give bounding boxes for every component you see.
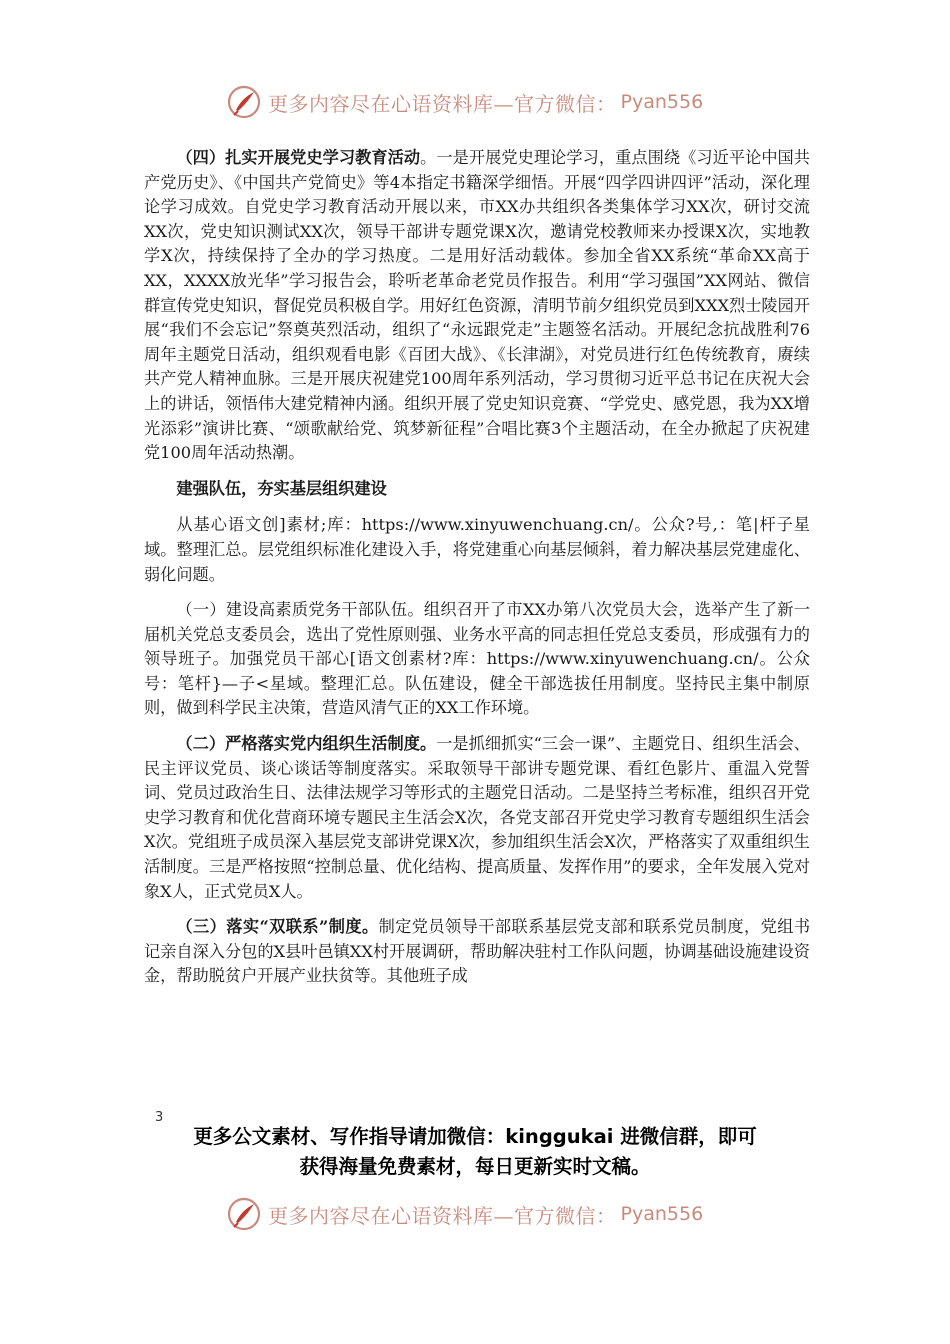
section-heading: 建强队伍，夯实基层组织建设 xyxy=(176,478,387,498)
promo-line-2: 获得海量免费素材，每日更新实时文稿。 xyxy=(299,1155,651,1178)
paragraph-grassroots xyxy=(144,513,810,587)
page-number: 3 xyxy=(155,1110,164,1125)
promo-line-1: 更多公文素材、写作指导请加微信：kinggukai 进微信群，即可 xyxy=(193,1125,757,1148)
watermark-footer xyxy=(226,1194,746,1234)
paragraph-org-life xyxy=(144,732,810,904)
paragraph-text: 制定党员领导干部联系基层党支部和联系党员制度，党组书记亲自深入分包的X县叶邑镇XX村开展调研，帮助解决驻村工作队问题，协调基础设施建设资金，帮助脱贫户开展产业扶贫等。其他班子成 xyxy=(144,917,811,986)
watermark-id: Pyan556 xyxy=(620,91,704,113)
watermark-text: 更多内容尽在心语资料库—官方微信： xyxy=(268,91,617,116)
promo-footer xyxy=(140,1122,810,1182)
feather-seal-icon xyxy=(226,1196,262,1232)
paragraph-text: （一）建设高素质党务干部队伍。组织召开了市XX办第八次党员大会，选举产生了新一届机关党总支委员会，选出了党性原则强、业务水平高的同志担任党总支委员，形成强有力的领导班子。加强党员干部心[语文创素材?库：https://www.xinyuwenchuang.cn/。公众号：笔杆}—子<星域。整理汇总。队伍建设，健全干部选拔任用制度。坚持民主集中制原则，做到科学民主决策，营造风清气正的XX工作环境。 xyxy=(144,600,810,718)
paragraph-lead: （三）落实“双联系”制度。 xyxy=(176,917,379,937)
document-body xyxy=(144,146,810,1000)
paragraph-dual-contact xyxy=(144,915,810,989)
paragraph-lead: （二）严格落实党内组织生活制度。 xyxy=(176,734,437,754)
paragraph-text: 。一是开展党史理论学习，重点围绕《习近平论中国共产党历史》、《中国共产党简史》等4本指定书籍深学细悟。开展“四学四讲四评”活动，深化理论学习成效。自党史学习教育活动开展以来，市XX办共组织各类集体学习XX次，研讨交流XX次，党史知识测试XX次，领导干部讲专题党课X次，邀请党校教师来办授课X次，实地教学X次，持续保持了全办的学习热度。二是用好活动载体。参加全省XX系统“革命XX高于XX，XXXX放光华”学习报告会，聆听老革命老党员作报告。利用“学习强国”XX网站、微信群宣传党史知识，督促党员积极自学。用好红色资源，清明节前夕组织党员到XXX烈士陵园开展“我们不会忘记”祭奠英烈活动，组织了“永远跟党走”主题签名活动。开展纪念抗战胜利76周年主题党日活动，组织观看电影《百团大战》、《长津湖》，对党员进行红色传统教育，赓续共产党人精神血脉。三是开展庆祝建党100周年系列活动，学习贯彻习近平总书记在庆祝大会上的讲话，领悟伟大建党精神内涵。组织开展了党史知识竞赛、“学党史、感党恩，我为XX增光添彩”演讲比赛、“颂歌献给党、筑梦新征程”合唱比赛3个主题活动，在全办掀起了庆祝建党100周年活动热潮。 xyxy=(144,148,810,463)
watermark-id: Pyan556 xyxy=(620,1203,704,1225)
watermark-header xyxy=(226,82,746,122)
paragraph-cadre-team xyxy=(144,598,810,721)
watermark-text: 更多内容尽在心语资料库—官方微信： xyxy=(268,1203,617,1228)
paragraph-text: 从基心语文创]素材;库：https://www.xinyuwenchuang.cn/。公众?号,：笔|杆子星域。整理汇总。层党组织标准化建设入手，将党建重心向基层倾斜，着力解决基层党建虚化、弱化问题。 xyxy=(144,515,810,584)
paragraph-study-activities xyxy=(144,146,810,466)
feather-seal-icon xyxy=(226,84,262,120)
paragraph-text: 一是抓细抓实“三会一课”、主题党日、组织生活会、民主评议党员、谈心谈话等制度落实。采取领导干部讲专题党课、看红色影片、重温入党誓词、党员过政治生日、法律法规学习等形式的主题党日活动。二是坚持兰考标准，组织召开党史学习教育和优化营商环境专题民主生活会X次，各党支部召开党史学习教育专题组织生活会X次。党组班子成员深入基层党支部讲党课X次，参加组织生活会X次，严格落实了双重组织生活制度。三是严格按照“控制总量、优化结构、提高质量、发挥作用”的要求，全年发展入党对象X人，正式党员X人。 xyxy=(144,734,810,901)
paragraph-lead: （四）扎实开展党史学习教育活动 xyxy=(176,148,421,167)
